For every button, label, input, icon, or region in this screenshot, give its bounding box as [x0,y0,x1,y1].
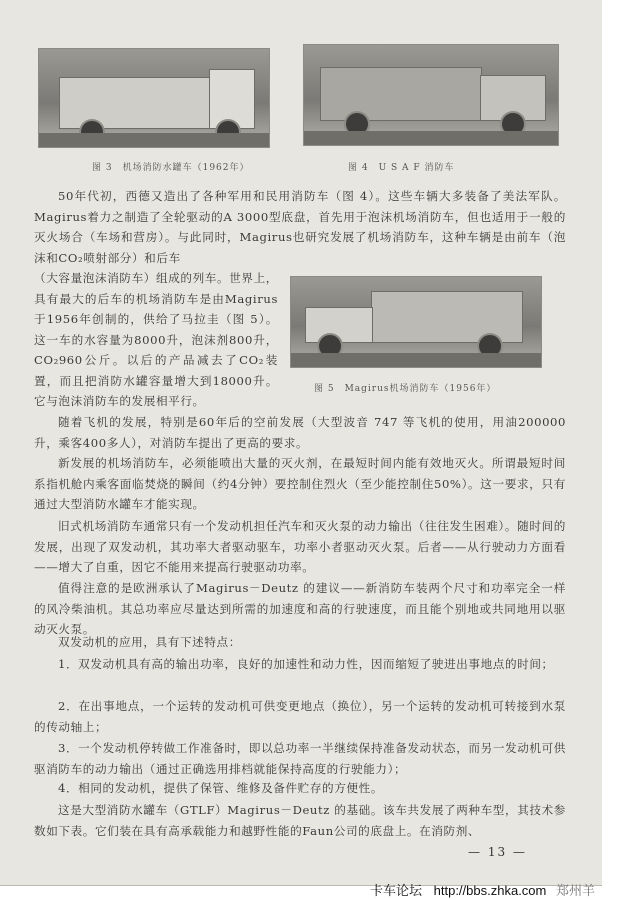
forum-name: 卡车论坛 [370,883,423,898]
paragraph-6: 值得注意的是欧洲承认了Magirus－Deutz 的建议——新消防车装两个尺寸和功率完全一样的风冷柴油机。其总功率应尽量达到所需的加速度和高的行驶速度，而且能个别地或共同地用以驱动灭火泵。 [34,581,566,636]
figure-5-photo [290,276,542,368]
list-item-1: 1．双发动机具有高的输出功率，良好的加速性和动力性，因而缩短了驶进出事地点的时间； [58,657,554,671]
page-number: — 13 — [468,845,527,859]
figure-3-photo [38,48,270,148]
paragraph-5: 旧式机场消防车通常只有一个发动机担任汽车和灭火泵的动力输出（往往发生困难）。随时间的发展，出现了双发动机，其功率大者驱动驱车，功率小者驱动灭火泵。后者——从行驶动力方面看——增大了自重，因它不能用来提高行驶驱动功率。 [34,519,566,574]
paragraph-7: 双发动机的应用，具有下述特点： [58,635,241,649]
paragraph-1: 50年代初，西德又造出了各种军用和民用消防车（图 4）。这些车辆大多装备了美法军队。Magirus着力之制造了全轮驱动的A 3000型底盘，首先用于泡沫机场消防车，但也适用于一般的灭火场合（车场和营房）。与此同时，Magirus也研究发展了机场消防车，这种车辆是由前车（泡沫和CO₂喷射部分）和后车 [34,189,566,265]
figure-3-caption: 图 3 机场消防水罐车（1962年） [92,163,250,173]
scan-margin [602,0,618,900]
list-item-3: 3．一个发动机停转做工作准备时，即以总功率一半继续保持准备发动状态，而另一发动机可供驱消防车的动力输出（通过正确选用排档就能保持高度的行驶能力）； [34,741,566,776]
paragraph-4: 新发展的机场消防车，必须能喷出大量的灭火剂，在最短时间内能有效地灭火。所谓最短时间系指机舱内乘客面临焚烧的瞬间（约4分钟）要控制住烈火（至少能控制住50%）。这一要求，只有通过大型消防水罐车才能实现。 [34,456,566,511]
list-item-4: 4．相同的发动机，提供了保管、维修及备件贮存的方便性。 [58,781,384,795]
figure-4-caption: 图 4 U S A F 消防车 [348,163,455,173]
list-item-2: 2．在出事地点，一个运转的发动机可供变更地点（换位），另一个运转的发动机可转接到水泵的传动轴上； [34,699,566,734]
paragraph-2: （大容量泡沫消防车）组成的列车。世界上，具有最大的后车的机场消防车是由Magirus于1956年创制的，供给了马拉圭（图 5）。这一车的水容量为8000升，泡沫剂800升，CO₂960公斤。以后的产品减去了CO₂装置，而且把消防水罐容量增大到18000升。它与泡沫消防车的发展相平行。 [34,271,278,408]
forum-url[interactable]: http://bbs.zhka.com [433,883,547,898]
paragraph-8: 这是大型消防水罐车（GTLF）Magirus－Deutz 的基础。该车共发展了两种车型，其技术参数如下表。它们装在具有高承载能力和越野性能的Faun公司的底盘上。在消防剂、 [34,803,566,838]
figure-4-photo [303,44,559,146]
forum-footer [370,880,595,899]
figure-5-caption: 图 5 Magirus机场消防车（1956年） [314,384,497,394]
watermark-text: 郑州羊 [556,883,596,898]
paragraph-3: 随着飞机的发展，特别是60年后的空前发展（大型波音 747 等飞机的使用，用油200000升，乘客400多人），对消防车提出了更高的要求。 [34,415,566,450]
